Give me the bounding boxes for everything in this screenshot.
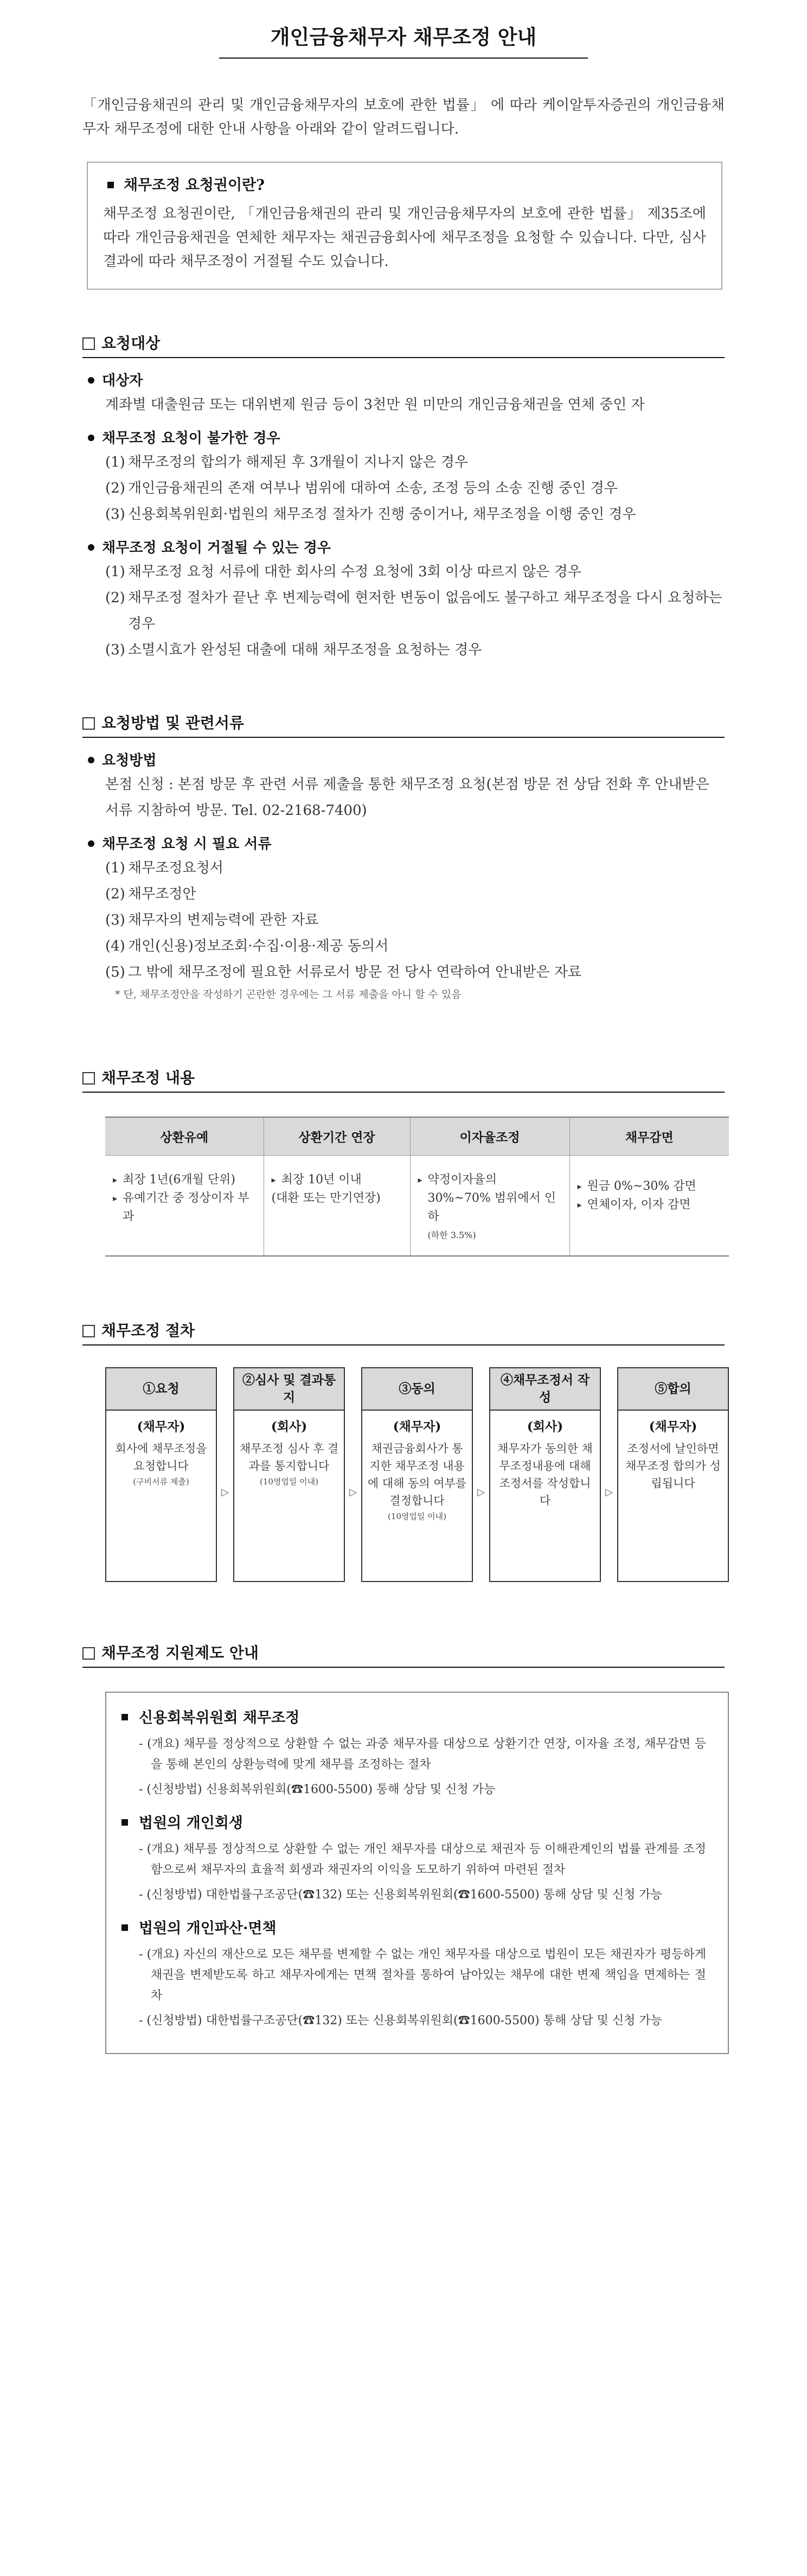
circle-bullet-icon	[88, 840, 94, 847]
checkbox-square-icon	[82, 1647, 95, 1660]
checkbox-square-icon	[82, 1072, 95, 1085]
support-title-credit-committee: 신용회복위원회 채무조정	[117, 1707, 706, 1730]
target-text: 계좌별 대출원금 또는 대위변제 원금 등이 3천만 원 미만의 개인금융채권을 연체 중인 자	[105, 397, 645, 413]
bullet-target: 대상자	[82, 370, 725, 392]
section-heading-support-programs: 채무조정 지원제도 안내	[82, 1638, 725, 1668]
documents-note: * 단, 채무조정안을 작성하기 곤란한 경우에는 그 서류 제출을 아니 할 수 있음	[115, 989, 462, 1000]
section-heading-adjustment-procedure: 채무조정 절차	[82, 1316, 725, 1346]
checkbox-square-icon	[82, 337, 95, 350]
square-bullet-icon	[121, 1819, 128, 1826]
step-request: ①요청 (채무자) 회사에 채무조정을 요청합니다 (구비서류 제출)	[105, 1367, 217, 1582]
step-agreement: ⑤합의 (채무자) 조정서에 날인하면 채무조정 합의가 성립됩니다	[617, 1367, 729, 1582]
procedure-flow	[105, 1367, 729, 1582]
list-item: (2) 채무조정 절차가 끝난 후 변제능력에 현저한 변동이 없음에도 불구하고 채무조정을 다시 요청하는 경우	[105, 590, 722, 632]
adjustment-content-table	[105, 1117, 729, 1257]
bullet-impossible: 채무조정 요청이 불가한 경우	[82, 428, 725, 449]
list-item: (4) 개인(신용)정보조회·수집·이용·제공 동의서	[105, 938, 389, 954]
table-header: 채무감면	[569, 1117, 729, 1155]
list-item: (1) 채무조정의 합의가 해제된 후 3개월이 지나지 않은 경우	[105, 454, 468, 470]
title-area	[82, 0, 725, 59]
page-title: 개인금융채무자 채무조정 안내	[270, 25, 537, 49]
support-item: - (신청방법) 대한법률구조공단(☎132) 또는 신용회복위원회(☎1600-5500) 통해 상담 및 신청 가능	[139, 2013, 662, 2027]
reject-list	[82, 559, 725, 663]
arrow-right-icon: ▷	[477, 1486, 485, 1498]
circle-bullet-icon	[88, 435, 94, 441]
circle-bullet-icon	[88, 757, 94, 763]
square-bullet-icon	[107, 182, 114, 188]
arrow-right-icon: ▷	[349, 1486, 357, 1498]
checkbox-square-icon	[82, 1325, 95, 1337]
impossible-list	[82, 449, 725, 527]
list-item: (5) 그 밖에 채무조정에 필요한 서류로서 방문 전 당사 연락하여 안내받은 자료	[105, 964, 582, 980]
table-cell: ▸ 최장 10년 이내 (대환 또는 만기연장)	[264, 1155, 410, 1256]
section-heading-request-method: 요청방법 및 관련서류	[82, 709, 725, 738]
documents-list	[82, 855, 725, 985]
arrow-right-icon: ▷	[221, 1486, 229, 1498]
support-item: - (개요) 채무를 정상적으로 상환할 수 없는 개인 채무자를 대상으로 채권자 등 이해관계인의 법률 관계를 조정함으로써 채무자의 효율적 회생과 채권자의 이익을 도모하기 위하여 마련된 절차	[139, 1842, 706, 1877]
step-consent: ③동의 (채무자) 채권금융회사가 통지한 채무조정 내용에 대해 동의 여부를 결정합니다 (10영업일 이내)	[361, 1367, 473, 1582]
bullet-reject: 채무조정 요청이 거절될 수 있는 경우	[82, 537, 725, 559]
table-header: 상환유예	[105, 1117, 264, 1155]
table-header: 이자율조정	[410, 1117, 569, 1155]
intro-paragraph: 「개인금융채권의 관리 및 개인금융채무자의 보호에 관한 법률」 에 따라 케이알투자증권의 개인금융채무자 채무조정에 대한 안내 사항을 아래와 같이 알려드립니다.	[82, 97, 725, 137]
list-item: (3) 신용회복위원회·법원의 채무조정 절차가 진행 중이거나, 채무조정을 이행 중인 경우	[105, 506, 636, 522]
section-heading-request-target: 요청대상	[82, 329, 725, 358]
table-header: 상환기간 연장	[264, 1117, 410, 1155]
step-review: ②심사 및 결과통지 (회사) 채무조정 심사 후 결과를 통지합니다 (10영업일 이내)	[233, 1367, 345, 1582]
table-cell: ▸ 약정이자율의 30%~70% 범위에서 인하 (하한 3.5%)	[410, 1155, 569, 1256]
callout-text: 채무조정 요청권이란, 「개인금융채권의 관리 및 개인금융채무자의 보호에 관한 법률」 제35조에 따라 개인금융채권을 연체한 채무자는 채권금융회사에 채무조정을 요청할 수 있습니다. 다만, 심사 결과에 따라 채무조정이 거절될 수도 있습니다.	[103, 206, 706, 270]
support-title-rehabilitation: 법원의 개인회생	[117, 1812, 706, 1835]
list-item: (2) 개인금융채권의 존재 여부나 범위에 대하여 소송, 조정 등의 소송 진행 중인 경우	[105, 480, 618, 496]
list-item: (2) 채무조정안	[105, 886, 196, 902]
bullet-documents: 채무조정 요청 시 필요 서류	[82, 833, 725, 855]
list-item: (1) 채무조정요청서	[105, 860, 223, 876]
list-item: (3) 채무자의 변제능력에 관한 자료	[105, 912, 319, 928]
title-underline	[219, 58, 588, 59]
section-heading-adjustment-content: 채무조정 내용	[82, 1063, 725, 1093]
arrow-right-icon: ▷	[605, 1486, 613, 1498]
circle-bullet-icon	[88, 377, 94, 384]
support-item: - (개요) 채무를 정상적으로 상환할 수 없는 과중 채무자를 대상으로 상환기간 연장, 이자율 조정, 채무감면 등을 통해 본인의 상환능력에 맞게 채무를 조정하는 절차	[139, 1737, 706, 1771]
list-item: (1) 채무조정 요청 서류에 대한 회사의 수정 요청에 3회 이상 따르지 않은 경우	[105, 564, 581, 580]
support-item: - (신청방법) 대한법률구조공단(☎132) 또는 신용회복위원회(☎1600-5500) 통해 상담 및 신청 가능	[139, 1888, 662, 1902]
table-cell: ▸ 원금 0%~30% 감면 ▸ 연체이자, 이자 감면	[569, 1155, 729, 1256]
method-text: 본점 신청 : 본점 방문 후 관련 서류 제출을 통한 채무조정 요청(본점 방문 전 상담 전화 후 안내받은 서류 지참하여 방문. Tel. 02-2168-7400)	[105, 776, 709, 819]
support-title-bankruptcy: 법원의 개인파산·면책	[117, 1917, 706, 1940]
debt-adjustment-right-callout	[87, 162, 722, 290]
square-bullet-icon	[121, 1714, 128, 1720]
support-item: - (신청방법) 신용회복위원회(☎1600-5500) 통해 상담 및 신청 가능	[139, 1782, 496, 1796]
callout-title: 채무조정 요청권이란?	[103, 175, 706, 196]
circle-bullet-icon	[88, 544, 94, 551]
support-programs-box	[105, 1692, 729, 2054]
list-item: (3) 소멸시효가 완성된 대출에 대해 채무조정을 요청하는 경우	[105, 642, 482, 658]
support-item: - (개요) 자신의 재산으로 모든 채무를 변제할 수 없는 개인 채무자를 대상으로 법원이 모든 채권자가 평등하게 채권을 변제받도록 하고 채무자에게는 면책 절차를 통하여 남아있는 채무에 대한 변제 책임을 면제하는 절차	[139, 1947, 706, 2003]
step-document: ④채무조정서 작성 (회사) 채무자가 동의한 채무조정내용에 대해 조정서를 작성합니다	[489, 1367, 601, 1582]
bullet-method: 요청방법	[82, 750, 725, 771]
table-cell: ▸ 최장 1년(6개월 단위) ▸ 유예기간 중 정상이자 부과	[105, 1155, 264, 1256]
checkbox-square-icon	[82, 717, 95, 730]
square-bullet-icon	[121, 1924, 128, 1931]
